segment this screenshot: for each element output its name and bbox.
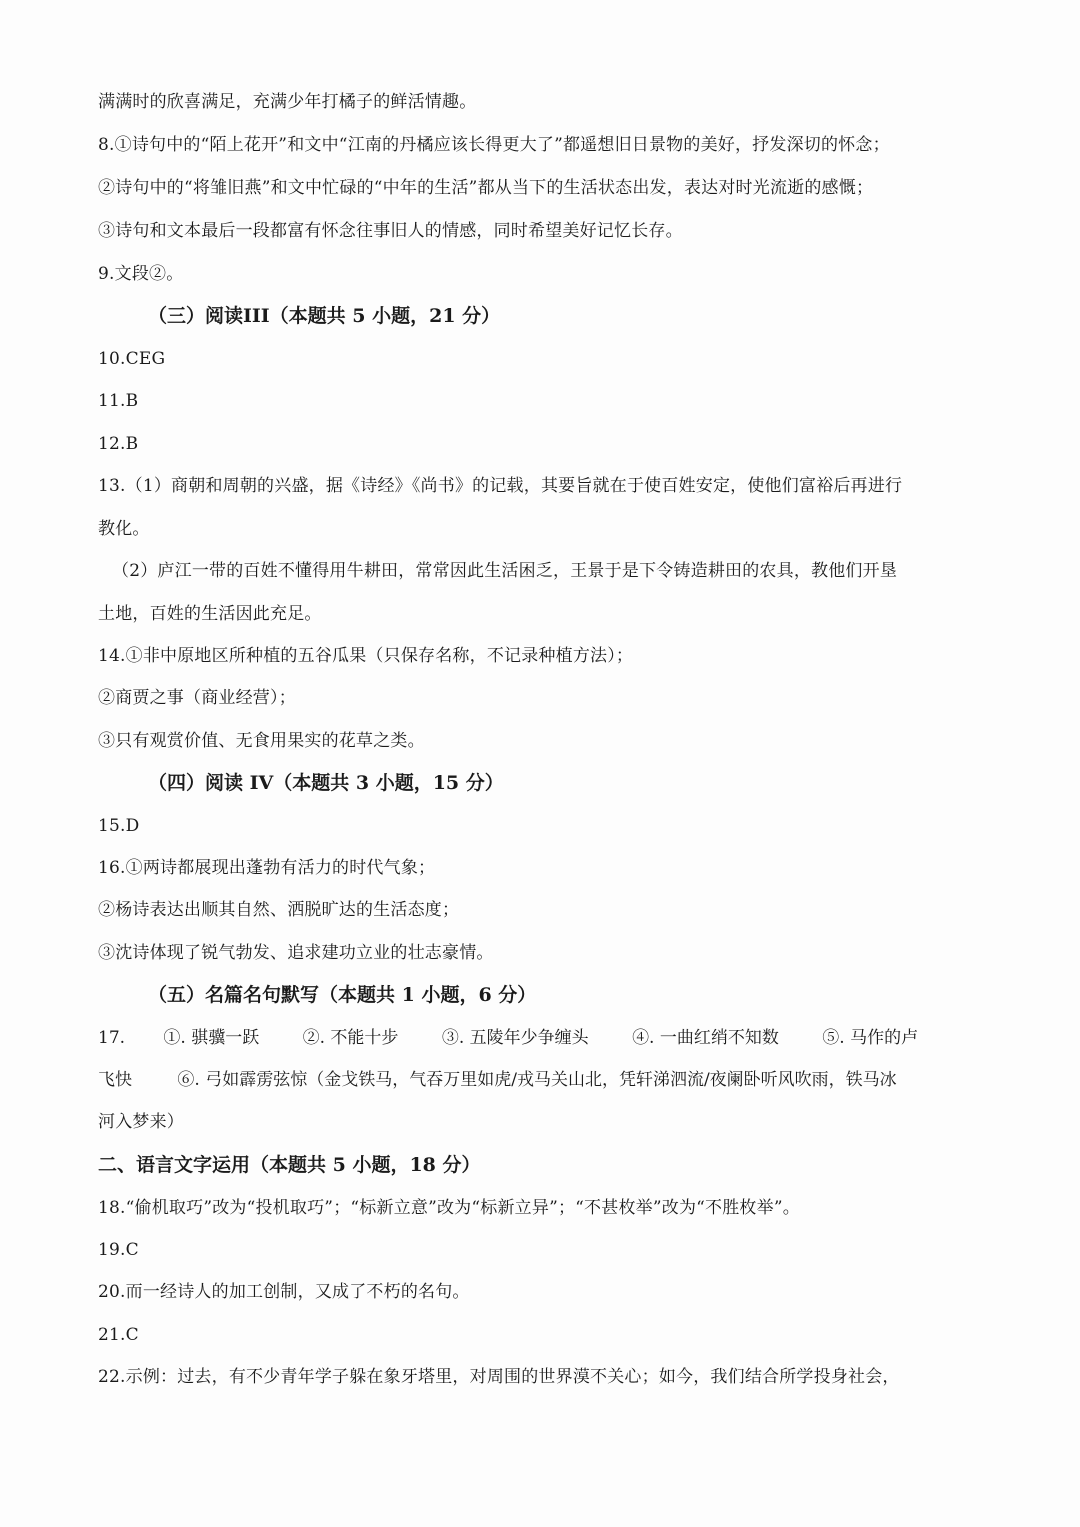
answer-17-item: ④. 一曲红绡不知数 [632, 1028, 779, 1048]
answer-9: 9.文段②。 [98, 264, 184, 284]
answer-17-continuation: 飞快 [98, 1070, 132, 1090]
part-heading-language-use: 二、语言文字运用（本题共 5 小题，18 分） [98, 1154, 481, 1176]
answer-17-line1 [98, 1026, 918, 1050]
answer-8-line1: 8.①诗句中的“陌上花开”和文中“江南的丹橘应该长得更大了”都遥想旧日景物的美好，抒发深切的怀念； [98, 135, 890, 155]
answer-16-line1: 16.①两诗都展现出蓬勃有活力的时代气象； [98, 858, 436, 878]
answer-17-line2 [98, 1068, 897, 1092]
answer-8-line3: ③诗句和文本最后一段都富有怀念往事旧人的情感，同时希望美好记忆长存。 [98, 221, 683, 241]
answer-14-line2: ②商贾之事（商业经营）； [98, 688, 296, 708]
answer-11: 11.B [98, 391, 139, 411]
answer-17-item: ②. 不能十步 [302, 1028, 399, 1048]
section-heading-famous-lines: （五）名篇名句默写（本题共 1 小题，6 分） [148, 984, 537, 1006]
section-heading-reading-4: （四）阅读 IV（本题共 3 小题，15 分） [148, 772, 504, 794]
answer-17-line3: 河入梦来） [98, 1112, 184, 1132]
answer-14-line3: ③只有观赏价值、无食用果实的花草之类。 [98, 731, 425, 751]
answer-20: 20.而一经诗人的加工创制，又成了不朽的名句。 [98, 1282, 470, 1302]
answer-13-part2-line2: 土地，百姓的生活因此充足。 [98, 604, 322, 624]
answer-16-line3: ③沈诗体现了锐气勃发、追求建功立业的壮志豪情。 [98, 943, 494, 963]
answer-16-line2: ②杨诗表达出顺其自然、洒脱旷达的生活态度； [98, 900, 460, 920]
answer-22: 22.示例：过去，有不少青年学子躲在象牙塔里，对周围的世界漠不关心；如今，我们结合所学投身社会， [98, 1367, 900, 1387]
answer-21: 21.C [98, 1325, 139, 1345]
answer-17-item: ①. 骐骥一跃 [163, 1028, 260, 1048]
answer-19: 19.C [98, 1240, 139, 1260]
answer-13-part2-line1: （2）庐江一带的百姓不懂得用牛耕田，常常因此生活困乏，王景于是下令铸造耕田的农具，教他们开垦 [112, 561, 898, 581]
answer-17-number: 17. [98, 1028, 126, 1048]
answer-15: 15.D [98, 816, 140, 836]
answer-13-line2: 教化。 [98, 519, 150, 539]
answer-18: 18.“偷机取巧”改为“投机取巧”；“标新立意”改为“标新立异”；“不甚枚举”改为“不胜枚举”。 [98, 1198, 800, 1218]
answer-8-line2: ②诗句中的“将雏旧燕”和文中忙碌的“中年的生活”都从当下的生活状态出发，表达对时光流逝的感慨； [98, 178, 874, 198]
answer-17-item: ⑤. 马作的卢 [822, 1028, 919, 1048]
section-heading-reading-3: （三）阅读III（本题共 5 小题，21 分） [148, 305, 501, 327]
answer-14-line1: 14.①非中原地区所种植的五谷瓜果（只保存名称，不记录种植方法）； [98, 646, 634, 666]
text-line: 满满时的欣喜满足，充满少年打橘子的鲜活情趣。 [98, 92, 477, 112]
answer-10: 10.CEG [98, 349, 166, 369]
answer-17-item: ⑥. 弓如霹雳弦惊（金戈铁马，气吞万里如虎/戎马关山北，凭轩涕泗流/夜阑卧听风吹雨，铁马冰 [177, 1070, 897, 1090]
answer-12: 12.B [98, 434, 139, 454]
answer-13-line1: 13.（1）商朝和周朝的兴盛，据《诗经》《尚书》的记载，其要旨就在于使百姓安定，使他们富裕后再进行 [98, 476, 903, 496]
answer-17-item: ③. 五陵年少争缠头 [441, 1028, 589, 1048]
